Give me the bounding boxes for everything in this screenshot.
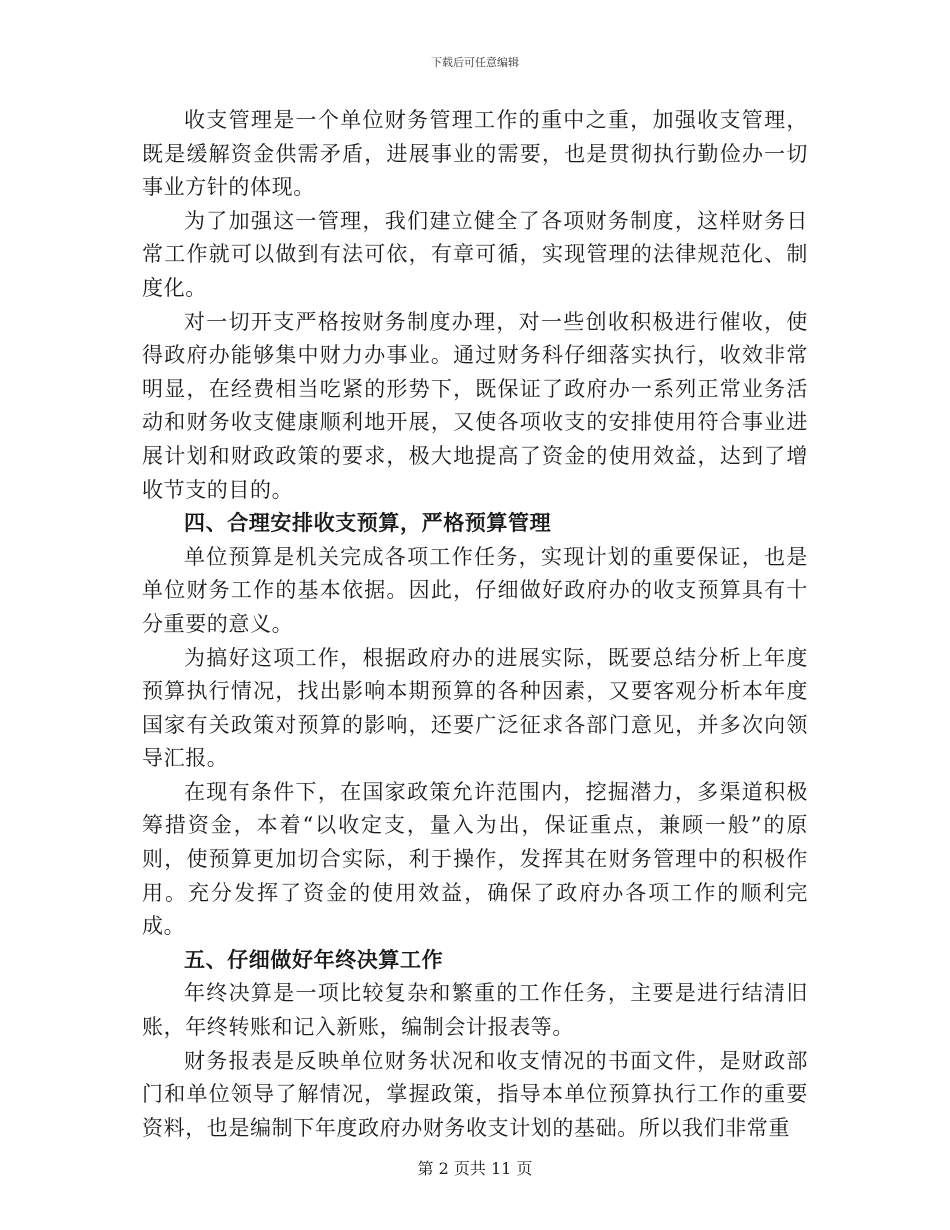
paragraph: 年终决算是一项比较复杂和繁重的工作任务，主要是进行结清旧账，年终转账和记入新账，编制会计报表等。 [142,981,808,1040]
page-header: 下载后可任意编辑 [431,56,519,69]
paragraph: 收支管理是一个单位财务管理工作的重中之重，加强收支管理，既是缓解资金供需矛盾，进展事业的需要，也是贯彻执行勤俭办一切事业方针的体现。 [142,108,808,200]
page-footer: 第 2 页共 11 页 [417,1159,533,1178]
paragraph: 在现有条件下，在国家政策允许范围内，挖掘潜力，多渠道积极筹措资金，本着“以收定支，量入为出，保证重点，兼顾一般”的原则，使预算更加切合实际，利于操作，发挥其在财务管理中的积极作用。充分发挥了资金的使用效益，确保了政府办各项工作的顺利完成。 [142,779,808,939]
document-body [142,104,808,1145]
section-heading: 四、合理安排收支预算，严格预算管理 [184,511,552,536]
paragraph: 对一切开支严格按财务制度办理，对一些创收积极进行催收，使得政府办能够集中财力办事业。通过财务科仔细落实执行，收效非常明显，在经费相当吃紧的形势下，既保证了政府办一系列正常业务活动和财务收支健康顺利地开展，又使各项收支的安排使用符合事业进展计划和财政政策的要求，极大地提高了资金的使用效益，达到了增收节支的目的。 [142,309,808,502]
paragraph: 为了加强这一管理，我们建立健全了各项财务制度，这样财务日常工作就可以做到有法可依，有章可循，实现管理的法律规范化、制度化。 [142,208,808,300]
section-heading: 五、仔细做好年终决算工作 [184,947,444,972]
paragraph: 财务报表是反映单位财务状况和收支情况的书面文件，是财政部门和单位领导了解情况，掌握政策，指导本单位预算执行工作的重要资料，也是编制下年度政府办财务收支计划的基础。所以我们非常重 [142,1048,808,1140]
paragraph: 为搞好这项工作，根据政府办的进展实际，既要总结分析上年度预算执行情况，找出影响本期预算的各种因素，又要客观分析本年度国家有关政策对预算的影响，还要广泛征求各部门意见，并多次向领导汇报。 [142,645,808,771]
paragraph: 单位预算是机关完成各项工作任务，实现计划的重要保证，也是单位财务工作的基本依据。因此，仔细做好政府办的收支预算具有十分重要的意义。 [142,544,808,636]
